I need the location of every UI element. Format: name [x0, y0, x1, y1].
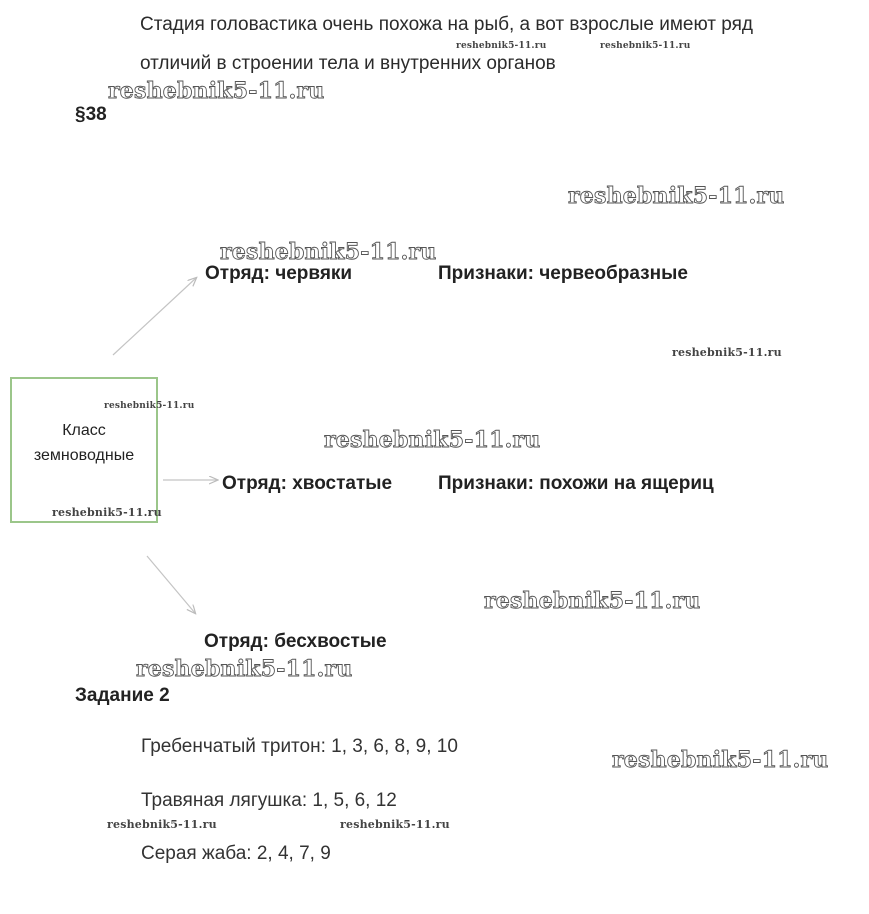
watermark: reshebnik5-11.ru: [568, 183, 785, 209]
intro-line-2: отличий в строении тела и внутренних органов: [140, 53, 556, 74]
class-label: Класс земноводные: [33, 422, 135, 464]
order-tailless: Отряд: бесхвостые: [204, 631, 387, 652]
arrow-to-worms: [113, 278, 196, 355]
watermark: reshebnik5-11.ru: [612, 747, 829, 773]
section-heading: §38: [75, 104, 107, 125]
task2-item-newt: Гребенчатый тритон: 1, 3, 6, 8, 9, 10: [141, 736, 458, 757]
task2-item-frog: Травяная лягушка: 1, 5, 6, 12: [141, 790, 397, 811]
watermark: reshebnik5-11.ru: [340, 818, 450, 831]
watermark: reshebnik5-11.ru: [456, 41, 547, 51]
signs-tailed: Признаки: похожи на ящериц: [438, 473, 714, 494]
watermark: reshebnik5-11.ru: [484, 588, 701, 614]
arrow-to-tailless: [147, 556, 195, 613]
task2-item-toad: Серая жаба: 2, 4, 7, 9: [141, 843, 331, 864]
watermark: reshebnik5-11.ru: [324, 427, 541, 453]
watermark: reshebnik5-11.ru: [672, 346, 782, 359]
watermark: reshebnik5-11.ru: [104, 401, 195, 411]
watermark: reshebnik5-11.ru: [52, 506, 162, 519]
watermark: reshebnik5-11.ru: [108, 78, 325, 104]
intro-line-1: Стадия головастика очень похожа на рыб, а вот взрослые имеют ряд: [140, 14, 753, 35]
watermark: reshebnik5-11.ru: [136, 656, 353, 682]
signs-worms: Признаки: червеобразные: [438, 263, 688, 284]
watermark: reshebnik5-11.ru: [107, 818, 217, 831]
task2-title: Задание 2: [75, 685, 170, 706]
watermark: reshebnik5-11.ru: [220, 239, 437, 265]
watermark: reshebnik5-11.ru: [600, 41, 691, 51]
order-tailed: Отряд: хвостатые: [222, 473, 393, 494]
order-worms: Отряд: червяки: [205, 263, 353, 284]
